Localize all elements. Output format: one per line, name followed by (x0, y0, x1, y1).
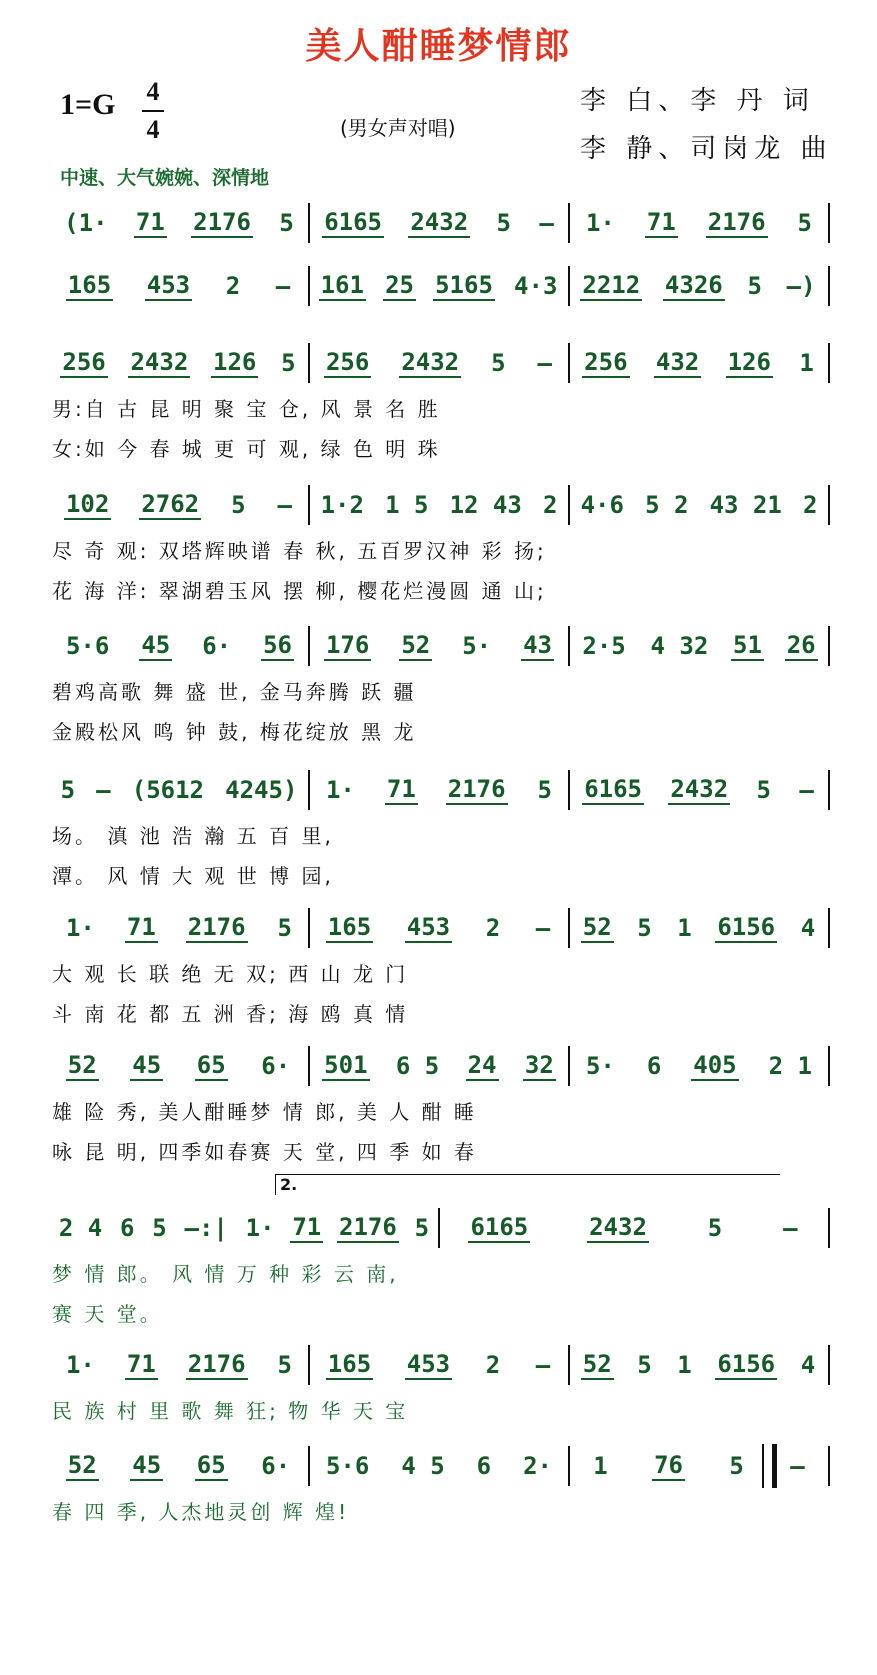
note-group: 2176 (187, 913, 246, 941)
note-group: 6156 (717, 1350, 776, 1378)
note-group: – (275, 272, 291, 300)
note-group: 43 (523, 631, 552, 659)
note-group: –) (786, 272, 816, 300)
measure (50, 1350, 308, 1380)
note-group: 165 (327, 913, 372, 941)
note-group: 5 (537, 776, 552, 804)
note-group: 2432 (130, 348, 189, 376)
measure (310, 913, 568, 943)
barline (828, 485, 830, 525)
note-group: 2176 (707, 208, 766, 236)
note-group: 1· (65, 914, 95, 942)
note-group: 4 32 (650, 632, 709, 660)
note-group: 4245) (225, 776, 298, 804)
notation-row (50, 268, 830, 304)
note-group: 4·6 (580, 491, 624, 519)
note-group: 453 (146, 271, 191, 299)
lyric-text: 大 观 长 联 绝 无 双; 西 山 龙 门 (52, 962, 409, 986)
lyric-line (52, 716, 812, 745)
note-group: 43 21 (709, 491, 782, 519)
barline (828, 1446, 830, 1486)
note-group: 2·5 (582, 632, 626, 660)
barline (828, 1345, 830, 1385)
note-group: 256 (325, 348, 370, 376)
barline (828, 1046, 830, 1086)
note-group: 1· (65, 1351, 95, 1379)
note-group: 4326 (664, 271, 723, 299)
note-group: 65 (196, 1451, 226, 1479)
measure (50, 776, 308, 804)
measure (310, 775, 568, 805)
time-signature (140, 74, 166, 148)
measure (570, 1451, 828, 1481)
note-group: 5· (462, 632, 492, 660)
note-group: 5 2 (645, 491, 689, 519)
note-group: 25 (385, 271, 414, 299)
note-group: 45 (141, 631, 171, 659)
note-group: 2 (542, 491, 558, 519)
key-signature: 1=G (60, 88, 116, 121)
note-group: 432 (655, 348, 700, 376)
note-group: 5· (585, 1052, 615, 1080)
note-group: 6156 (717, 913, 776, 941)
lyric-line (52, 1136, 812, 1165)
note-group: 12 43 (449, 491, 522, 519)
note-group: 2 (485, 914, 501, 942)
note-group: 102 (65, 490, 110, 518)
note-group: 1 (677, 914, 692, 942)
note-group: 52 (401, 631, 431, 659)
composer: 李 静、司岗龙 曲 (580, 134, 833, 164)
barline (828, 266, 830, 306)
note-group: 52 (582, 1350, 612, 1378)
note-group: – (535, 914, 551, 942)
lyric-line (52, 575, 812, 604)
note-group: 1· (325, 776, 355, 804)
note-group: 5 (496, 209, 511, 237)
lyric-text: 斗 南 花 都 五 洲 香; 海 鸥 真 情 (52, 1002, 409, 1026)
note-group: – (537, 349, 552, 377)
note-group: 126 (213, 348, 257, 376)
note-group: 2 (485, 1351, 501, 1379)
barline (828, 1208, 830, 1248)
note-group: 71 (126, 913, 156, 941)
note-group: – (277, 491, 292, 519)
note-group: 6· (202, 632, 232, 660)
notation-row (50, 345, 830, 381)
note-group: 5 (707, 1214, 723, 1242)
note-group: 71 (135, 208, 165, 236)
note-group: 5 (231, 491, 246, 519)
lyric-line (52, 1395, 812, 1424)
note-group: 1 (593, 1452, 608, 1480)
lyric-text: 尽 奇 观: 双塔辉映谱 春 秋, 五百罗汉神 彩 扬; (52, 539, 547, 563)
time-bottom: 4 (146, 115, 160, 144)
measure (570, 1350, 828, 1380)
final-barline (762, 1444, 777, 1488)
style-note: (男女声对唱) (340, 116, 456, 140)
note-group: 26 (786, 631, 816, 659)
note-group: 2· (523, 1452, 552, 1480)
note-group: 5165 (435, 271, 493, 299)
note-group: 5 (491, 349, 506, 377)
lyric-line (52, 958, 812, 987)
note-group: 6 (646, 1052, 662, 1080)
note-group: 453 (406, 1350, 451, 1378)
lyric-text: 花 海 洋: 翠湖碧玉风 摆 柳, 樱花烂漫圆 通 山; (52, 579, 547, 603)
note-group: 2176 (339, 1213, 397, 1241)
lyric-text: 场。 滇 池 浩 瀚 五 百 里, (52, 824, 334, 848)
measure (310, 631, 568, 661)
note-group: 71 (126, 1350, 156, 1378)
note-group: 1 (677, 1351, 692, 1379)
measure (570, 913, 828, 943)
note-group: 56 (263, 631, 292, 659)
note-group: 5 (279, 209, 294, 237)
measure (310, 271, 568, 301)
note-group: 5 (747, 272, 762, 300)
note-group: 1 (799, 349, 814, 377)
note-group: 2 1 (768, 1052, 812, 1080)
note-group: 2176 (193, 208, 251, 236)
note-group: 1 5 (385, 491, 429, 519)
note-group: (5612 (131, 776, 204, 804)
note-group: 2 (802, 491, 818, 519)
note-group: 51 (733, 631, 762, 659)
barline (828, 343, 830, 383)
notation-row (50, 487, 830, 523)
note-group: 24 (467, 1051, 497, 1079)
measure (570, 208, 828, 238)
song-title: 美人酣睡梦情郎 (305, 25, 572, 67)
lyric-text: 梦 情 郎。 风 情 万 种 彩 云 南, (52, 1262, 399, 1286)
measure (50, 1051, 308, 1081)
barline (828, 203, 830, 243)
note-group: 126 (727, 348, 771, 376)
note-group: 6165 (324, 208, 382, 236)
note-group: 52 (67, 1051, 97, 1079)
lyricist: 李 白、李 丹 词 (580, 86, 815, 116)
lyric-text: 潭。 风 情 大 观 世 博 园, (52, 864, 334, 888)
note-group: – (790, 1452, 805, 1480)
lyric-line (52, 535, 812, 564)
note-group: 45 (132, 1451, 162, 1479)
note-group: 2 (225, 272, 241, 300)
barline (828, 626, 830, 666)
note-group: 5 (60, 776, 76, 804)
note-group: 6· (261, 1452, 291, 1480)
lyric-line (52, 1298, 812, 1327)
measure (310, 1350, 568, 1380)
note-group: 6 (120, 1214, 135, 1242)
lyric-line (52, 433, 812, 462)
notation-row (50, 772, 830, 808)
measure (310, 1051, 568, 1081)
note-group: – (535, 1351, 551, 1379)
note-group: 6 (476, 1452, 492, 1480)
lyric-line (52, 1496, 812, 1525)
note-group: – (96, 776, 111, 804)
note-group: 5 (277, 914, 292, 942)
barline (828, 770, 830, 810)
note-group: 4 (800, 914, 816, 942)
note-group: – (539, 209, 554, 237)
note-group: 2176 (187, 1350, 246, 1378)
note-group: 65 (196, 1051, 226, 1079)
tempo-marking: 中速、大气婉婉、深情地 (60, 167, 270, 189)
note-group: 4 5 (401, 1452, 445, 1480)
note-group: 1·2 (320, 491, 364, 519)
note-group: 6· (261, 1052, 291, 1080)
note-group: 5 (277, 1351, 292, 1379)
lyric-text: 雄 险 秀, 美人酣睡梦 情 郎, 美 人 酣 睡 (52, 1100, 477, 1124)
note-group: 165 (327, 1350, 372, 1378)
note-group: – (783, 1214, 798, 1242)
note-group: 76 (654, 1451, 683, 1479)
note-group: 2762 (141, 490, 200, 518)
note-group: 5 (797, 209, 812, 237)
measure (50, 490, 308, 520)
volta-label: 2. (280, 1175, 298, 1194)
measure (50, 208, 308, 238)
note-group: 5 (152, 1214, 167, 1242)
note-group: 2 4 (58, 1214, 103, 1242)
measure (440, 1213, 828, 1243)
note-group: 6165 (470, 1213, 529, 1241)
lyric-text: 金殿松风 鸣 钟 鼓, 梅花绽放 黑 龙 (52, 720, 417, 744)
note-group: 256 (584, 348, 628, 376)
measure (50, 348, 308, 378)
measure (50, 1451, 308, 1481)
note-group: 5 (756, 776, 771, 804)
measure (310, 348, 568, 378)
measure (50, 631, 308, 661)
notation-row (50, 1048, 830, 1084)
barline (828, 908, 830, 948)
measure (50, 271, 308, 301)
lyric-text: 赛 天 堂。 (52, 1302, 163, 1326)
note-group: – (799, 776, 814, 804)
lyric-text: 咏 昆 明, 四季如春赛 天 堂, 四 季 如 春 (52, 1140, 477, 1164)
note-group: 256 (62, 348, 106, 376)
lyric-line (52, 998, 812, 1027)
note-group: 2432 (670, 775, 729, 803)
measure (310, 491, 568, 519)
measure (570, 1051, 828, 1081)
measure (50, 913, 308, 943)
measure (570, 631, 828, 661)
notation-row (50, 628, 830, 664)
notation-row (50, 1210, 830, 1246)
note-group: 52 (582, 913, 612, 941)
lyric-line (52, 1096, 812, 1125)
note-group: (1· (64, 209, 108, 237)
lyric-text: 民 族 村 里 歌 舞 狂; 物 华 天 宝 (52, 1399, 409, 1423)
note-group: 71 (292, 1213, 322, 1241)
note-group: 52 (67, 1451, 97, 1479)
note-group: 71 (386, 775, 416, 803)
note-group: 6165 (584, 775, 642, 803)
note-group: 32 (524, 1051, 554, 1079)
note-group: 453 (406, 913, 451, 941)
note-group: 5 (729, 1452, 744, 1480)
note-group: 4 (800, 1351, 816, 1379)
lyric-line (52, 1258, 812, 1287)
note-group: 501 (324, 1051, 368, 1079)
notation-row (50, 910, 830, 946)
notation-row (50, 1347, 830, 1383)
lyric-line (52, 860, 812, 889)
measure (310, 1452, 568, 1480)
note-group: 5 (414, 1214, 430, 1242)
notation-row (50, 205, 830, 241)
note-group: 71 (646, 208, 676, 236)
lyric-line (52, 676, 812, 705)
lyric-line (52, 393, 812, 422)
note-group: 176 (325, 631, 370, 659)
measure (570, 491, 828, 519)
measure (50, 1213, 438, 1243)
note-group: 5 (281, 349, 296, 377)
lyric-text: 女:如 今 春 城 更 可 观, 绿 色 明 珠 (52, 437, 441, 461)
note-group: 5·6 (325, 1452, 370, 1480)
note-group: 6 5 (395, 1052, 440, 1080)
note-group: 2176 (447, 775, 506, 803)
note-group: 4·3 (514, 272, 558, 300)
note-group: 5 (637, 914, 652, 942)
lyric-text: 男:自 古 昆 明 聚 宝 仓, 风 景 名 胜 (52, 397, 441, 421)
note-group: 5·6 (65, 632, 110, 660)
lyric-text: 碧鸡高歌 舞 盛 世, 金马奔腾 跃 疆 (52, 680, 417, 704)
measure (310, 208, 568, 238)
note-group: –:| (184, 1214, 228, 1242)
measure (570, 271, 828, 301)
measure (570, 775, 828, 805)
note-group: 405 (693, 1051, 737, 1079)
note-group: 5 (637, 1351, 652, 1379)
note-group: 2212 (582, 271, 641, 299)
note-group: 2432 (401, 348, 460, 376)
lyric-text: 春 四 季, 人杰地灵创 辉 煌! (52, 1500, 350, 1524)
time-top: 4 (146, 77, 160, 106)
note-group: 2432 (589, 1213, 647, 1241)
note-group: 161 (320, 271, 364, 299)
note-group: 1· (245, 1214, 275, 1242)
note-group: 45 (132, 1051, 162, 1079)
note-group: 165 (67, 271, 112, 299)
note-group: 1· (585, 209, 615, 237)
lyric-line (52, 820, 812, 849)
volta-bracket (275, 1174, 780, 1195)
measure (570, 348, 828, 378)
note-group: 2432 (410, 208, 469, 236)
notation-row (50, 1448, 830, 1484)
